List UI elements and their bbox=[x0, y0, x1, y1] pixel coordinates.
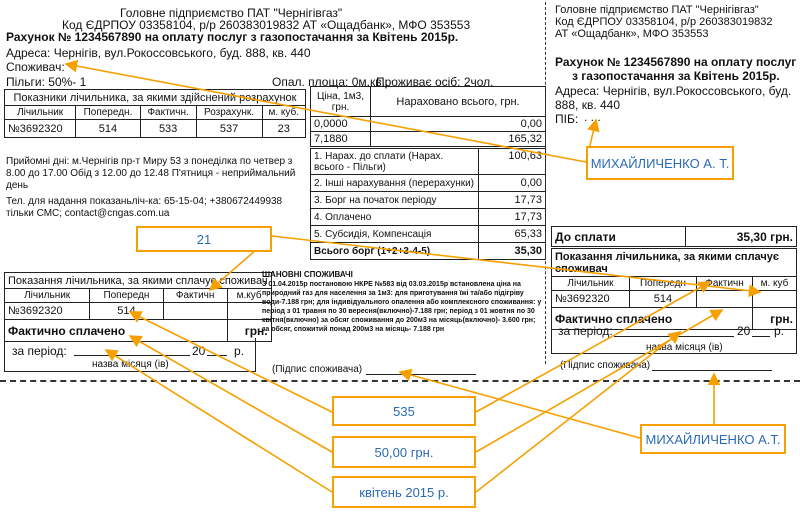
contact-phone: Тел. для надання показаньліч-ка: 65-15-04; +380672449938 тільки СМС; contact@cngas.com.ua bbox=[6, 196, 283, 219]
left-period-label: за період: bbox=[12, 344, 67, 358]
right-period-line[interactable] bbox=[614, 336, 734, 337]
th-m3: м. куб. bbox=[262, 106, 305, 120]
lr-meter: №3692320 bbox=[5, 303, 90, 320]
notice-title: ШАНОВНІ СПОЖИВАЧІ bbox=[262, 270, 353, 279]
bank-codes: Код ЄДРПОУ 03358104, р/р 260383019832 АТ «Ощадбанк», МФО 353553 bbox=[62, 18, 471, 32]
lr-paid-uah: грн. bbox=[227, 320, 271, 342]
th-actual: Фактичн. bbox=[140, 106, 196, 120]
left-year-suffix: р. bbox=[234, 344, 245, 358]
left-signature-line[interactable] bbox=[366, 374, 476, 375]
callout-amount: 50,00 грн. bbox=[332, 436, 476, 468]
lr-actual-field[interactable] bbox=[163, 303, 227, 320]
calc-meter-title: Показники лічильника, за якими здійснений розрахунок bbox=[5, 90, 306, 106]
calc-meter-table bbox=[4, 89, 306, 138]
right-year-line[interactable] bbox=[752, 336, 770, 337]
callout-name-top: МИХАЙЛИЧЕНКО А. Т. bbox=[586, 146, 734, 180]
item-1-label: 1. Нарах. до сплати (Нарах. всього - Пільги) bbox=[311, 149, 479, 175]
rr-th-meter: Лічильник bbox=[552, 277, 630, 291]
item-1-value: 100,63 bbox=[479, 149, 546, 175]
org-name: Головне підприємство ПАТ "Чернігівгаз" bbox=[120, 6, 343, 20]
lr-th-prev: Попередн bbox=[90, 289, 163, 303]
lr-th-actual: Фактичн bbox=[163, 289, 227, 303]
right-year-prefix: 20 bbox=[737, 324, 751, 338]
cell-calc: 537 bbox=[196, 120, 262, 138]
charged-header: Нараховано всього, грн. bbox=[371, 87, 546, 117]
right-readings-title: Показання лічильника, за якими сплачує споживач bbox=[552, 249, 797, 277]
charges-table bbox=[310, 86, 546, 147]
total-debt-value: 35,30 bbox=[479, 243, 546, 260]
right-invoice-2: з газопостачання за Квітень 2015р. bbox=[572, 69, 780, 83]
charges-items bbox=[310, 148, 546, 260]
item-2-label: 2. Інші нарахування (перерахунки) bbox=[311, 175, 479, 192]
invoice-title: Рахунок № 1234567890 на оплату послуг з газопостачання за Квітень 2015р. bbox=[6, 30, 459, 44]
rr-th-actual: Фактичн bbox=[697, 277, 753, 291]
address: Адреса: Чернігів, вул.Рокоссовського, буд. 888, кв. 440 bbox=[6, 46, 311, 60]
item-4-value: 17,73 bbox=[479, 209, 546, 226]
right-codes-2: АТ «Ощадбанк», МФО 353553 bbox=[555, 28, 709, 40]
lr-th-m3: м.куб bbox=[227, 289, 271, 303]
right-pib-dots: . . . bbox=[584, 110, 601, 124]
left-year-line[interactable] bbox=[207, 355, 227, 356]
callout-21: 21 bbox=[136, 226, 272, 252]
lr-prev: 514 bbox=[90, 303, 163, 320]
right-org-name: Головне підприємство ПАТ "Чернігівгаз" bbox=[555, 4, 759, 16]
price-row-1: 0,0000 bbox=[311, 117, 371, 132]
right-address-2: 888, кв. 440 bbox=[555, 98, 621, 112]
residents: Проживає осіб: 2чол. bbox=[376, 75, 494, 89]
cell-m3: 23 bbox=[262, 120, 305, 138]
rr-meter: №3692320 bbox=[552, 291, 630, 308]
left-period-line[interactable] bbox=[74, 355, 190, 356]
rr-th-prev: Попередн bbox=[629, 277, 696, 291]
amount-row-1: 0,00 bbox=[371, 117, 546, 132]
th-calc: Розрахунк. bbox=[196, 106, 262, 120]
left-readings-table bbox=[4, 272, 272, 342]
cell-actual: 533 bbox=[140, 120, 196, 138]
arrow-month-right bbox=[476, 332, 680, 492]
item-5-value: 65,33 bbox=[479, 226, 546, 243]
right-pib-label: ПІБ: bbox=[555, 112, 579, 126]
right-due-value: 35,30 грн. bbox=[686, 227, 797, 247]
item-3-value: 17,73 bbox=[479, 192, 546, 209]
callout-month: квітень 2015 р. bbox=[332, 476, 476, 508]
benefits: Пільги: 50%- 1 bbox=[6, 75, 87, 89]
item-3-label: 3. Борг на початок періоду bbox=[311, 192, 479, 209]
th-meter: Лічильник bbox=[5, 106, 76, 120]
right-year-suffix: р. bbox=[774, 324, 785, 338]
right-address-1: Адреса: Чернігів, вул.Рокоссовського, буд. bbox=[555, 84, 792, 98]
cell-prev: 514 bbox=[76, 120, 140, 138]
amount-row-2: 165,32 bbox=[371, 132, 546, 147]
total-debt-label: Всього борг (1+2+3-4-5) bbox=[311, 243, 479, 260]
callout-535: 535 bbox=[332, 396, 476, 426]
left-year-prefix: 20 bbox=[192, 344, 206, 358]
left-readings-title: Показання лічильника, за якими сплачує споживач bbox=[5, 273, 272, 289]
rr-m3-field[interactable] bbox=[753, 291, 797, 308]
vertical-cut-line bbox=[545, 2, 546, 364]
rr-paid-uah: грн. bbox=[753, 308, 797, 330]
right-signature-line[interactable] bbox=[652, 370, 772, 371]
consumer-label: Споживач: bbox=[6, 60, 65, 74]
right-signature-caption: (Підпис споживача) bbox=[560, 360, 651, 371]
item-4-label: 4. Оплачено bbox=[311, 209, 479, 226]
th-prev: Попередн. bbox=[76, 106, 140, 120]
right-month-caption: назва місяця (ів) bbox=[646, 342, 723, 353]
price-row-2: 7,1880 bbox=[311, 132, 371, 147]
rr-th-m3: м. куб bbox=[753, 277, 797, 291]
right-invoice-1: Рахунок № 1234567890 на оплату послуг bbox=[555, 55, 797, 69]
price-header: Ціна, 1м3, грн. bbox=[311, 87, 371, 117]
left-month-caption: назва місяця (ів) bbox=[92, 359, 169, 370]
item-5-label: 5. Субсидія, Компенсація bbox=[311, 226, 479, 243]
heated-area: Опал. площа: 0м.кв., bbox=[272, 75, 389, 89]
lr-th-meter: Лічильник bbox=[5, 289, 90, 303]
item-2-value: 0,00 bbox=[479, 175, 546, 192]
callout-name-bottom: МИХАЙЛИЧЕНКО А.Т. bbox=[640, 424, 786, 454]
lr-paid-label: Фактично сплачено bbox=[5, 320, 228, 342]
rr-prev: 514 bbox=[629, 291, 696, 308]
right-due-table bbox=[551, 226, 797, 247]
right-codes-1: Код ЄДРПОУ 03358104, р/р 260383019832 bbox=[555, 16, 773, 28]
horizontal-cut-line bbox=[0, 380, 800, 382]
reception-hours: Прийомні дні: м.Чернігів пр-т Миру 53 з понеділка по четвер з 8.00 до 17.00 Обід з 12.00 до 12.48 П'ятниця - неприймальний день bbox=[6, 156, 296, 191]
right-due-label: До сплати bbox=[552, 227, 686, 247]
notice-body: З 01.04.2015р постановою НКРЕ №583 від 03.03.2015р встановлена ціна на природний газ для населення за 1м3: для приготування їжі та/або підігріву води-7.188 грн; для індивідуального опалення або комплексного споживання: у період з 01 травня по 30 вересня(включно)-7.188 грн; період з 01 жовтня по 30 квітня(включно) за обсяг споживання до 200м3 на місяць(включно)- 3.600 грн; за обсяг, спожитий понад 200м3 на місяць- 7.188 грн bbox=[262, 281, 542, 333]
right-period-label: за період: bbox=[558, 324, 613, 338]
cell-meter: №3692320 bbox=[5, 120, 76, 138]
rr-paid-label: Фактично сплачено bbox=[552, 308, 753, 330]
left-signature-caption: (Підпис споживача) bbox=[272, 364, 363, 375]
rr-actual-field[interactable] bbox=[697, 291, 753, 308]
